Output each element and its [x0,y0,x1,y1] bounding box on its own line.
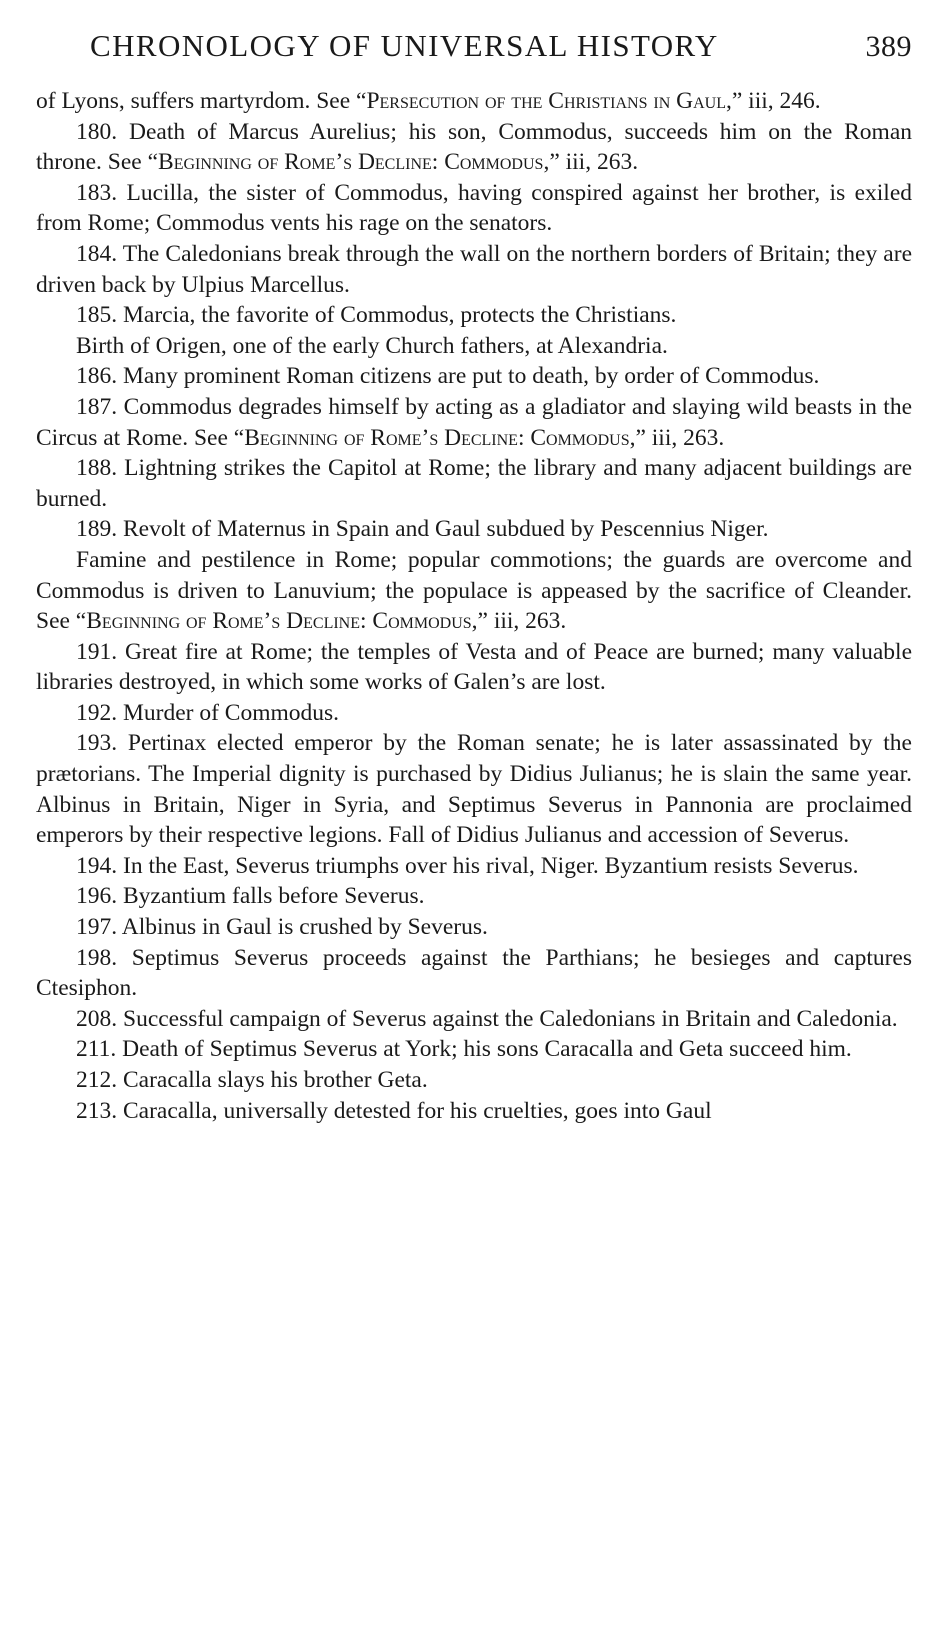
chronology-entry [36,514,912,545]
reference-volume: ,” iii, 246. [726,88,821,114]
entry-text: In the East, Severus triumphs over his rival, Niger. Byzantium resists Severus. [123,852,859,879]
reference-volume: ,” iii, 263. [471,608,567,635]
entry-text: Byzantium falls before Severus. [123,883,425,910]
entry-text: Famine and pestilence in Rome; popular commotions; the guards are overcome and Commodus is driven to Lanuvium; the populace is appeased by the sacrifice of Cleander. See “ [36,546,912,635]
chronology-entry [36,1034,912,1065]
reference-volume: ,” iii, 263. [543,149,639,176]
entry-year: 183. [76,179,127,206]
chronology-entry [36,300,912,331]
entry-year: 191. [76,638,125,665]
entry-year: 189. [76,516,123,543]
entry-year: 194. [76,852,123,879]
entry-text: Successful campaign of Severus against the Caledonians in Britain and Caledonia. [123,1005,898,1032]
entry-text: The Caledonians break through the wall on the northern borders of Britain; they are driven back by Ulpius Marcellus. [36,240,912,298]
chronology-entry [36,851,912,882]
entry-text: Commodus degrades himself by acting as a gladiator and slaying wild beasts in the Circus at Rome. See “ [36,393,913,451]
entry-year: 213. [76,1097,123,1124]
entry-year: 198. [76,944,132,971]
page-number: 389 [865,30,912,63]
entry-year: 180. [76,118,129,145]
chronology-entry [36,392,912,453]
entry-text: Many prominent Roman citizens are put to death, by order of Commodus. [123,363,820,390]
entry-text: Albinus in Gaul is crushed by Severus. [121,914,488,941]
entry-text: Septimus Severus proceeds against the Parthians; he besieges and captures Ctesiphon. [36,944,913,1002]
entry-text: Death of Septimus Severus at York; his sons Caracalla and Geta succeed him. [122,1036,852,1063]
cross-reference: Beginning of Rome’s Decline: Commodus [244,424,630,451]
entry-year: 196. [76,883,123,910]
chronology-entry [36,239,912,300]
chronology-entry [36,637,912,698]
entry-year: 212. [76,1067,123,1093]
book-page [36,28,912,1126]
entry-year: 192. [76,699,123,726]
entry-text: Revolt of Maternus in Spain and Gaul subdued by Pescennius Niger. [123,516,769,543]
entry-year: 186. [76,363,123,390]
chronology-entry [36,545,912,637]
chronology-entry [36,361,912,392]
entry-text: of Lyons, suffers martyrdom. See “ [36,88,367,114]
chronology-entry [36,1065,912,1096]
entry-year: 187. [76,393,124,420]
chronology-entry [36,943,912,1004]
page-header [36,28,912,86]
entry-text: Murder of Commodus. [123,699,340,726]
entry-text: Caracalla slays his brother Geta. [123,1067,428,1093]
cross-reference: Persecution of the Christians in Gaul [366,88,726,114]
entry-year: 185. [76,302,123,329]
running-head: CHRONOLOGY OF UNIVERSAL HISTORY [90,28,719,63]
chronology-entry [36,1004,912,1035]
entry-text: Lucilla, the sister of Commodus, having conspired against her brother, is exiled from Rome; Commodus vents his rage on the senators. [36,179,913,237]
entry-year: 208. [76,1005,123,1032]
entry-text: Marcia, the favorite of Commodus, protects the Christians. [123,302,677,329]
entry-text: Caracalla, universally detested for his cruelties, goes into Gaul [123,1097,712,1124]
entry-year: 184. [76,240,123,267]
entry-year: 211. [76,1036,123,1063]
chronology-entry [36,1096,912,1127]
entry-text: Lightning strikes the Capitol at Rome; the library and many adjacent buildings are burned. [36,455,912,512]
entry-year: 193. [76,730,128,757]
entry-year: 197. [76,914,122,941]
chronology-entry [36,117,912,178]
chronology-entry [36,912,912,943]
entry-text: Death of Marcus Aurelius; his son, Commodus, succeeds him on the Roman throne. See “ [36,118,913,176]
reference-volume: ,” iii, 263. [629,424,725,451]
chronology-entry [36,728,912,850]
chronology-entry [36,881,912,912]
chronology-entry [36,331,912,362]
chronology-entries [36,86,912,1126]
entry-text: Pertinax elected emperor by the Roman senate; he is later assassinated by the prætorians. The Imperial dignity is purchased by Didius Julianus; he is slain the same year. Albinus in Britain, Niger in Syria, and Septimus Severus in Pannonia are proclaimed emperors by their respective legions. Fall of Didius Julianus and accession of Severus. [36,730,912,849]
chronology-entry [36,698,912,729]
chronology-entry [36,86,912,117]
cross-reference: Beginning of Rome’s Decline: Commodus [158,149,544,176]
cross-reference: Beginning of Rome’s Decline: Commodus [86,608,472,635]
entry-year: 188. [76,455,125,482]
chronology-entry [36,178,912,239]
entry-text: Birth of Origen, one of the early Church fathers, at Alexandria. [76,332,668,359]
entry-text: Great fire at Rome; the temples of Vesta and of Peace are burned; many valuable libraries destroyed, in which some works of Galen’s are lost. [36,638,913,696]
chronology-entry [36,453,912,514]
